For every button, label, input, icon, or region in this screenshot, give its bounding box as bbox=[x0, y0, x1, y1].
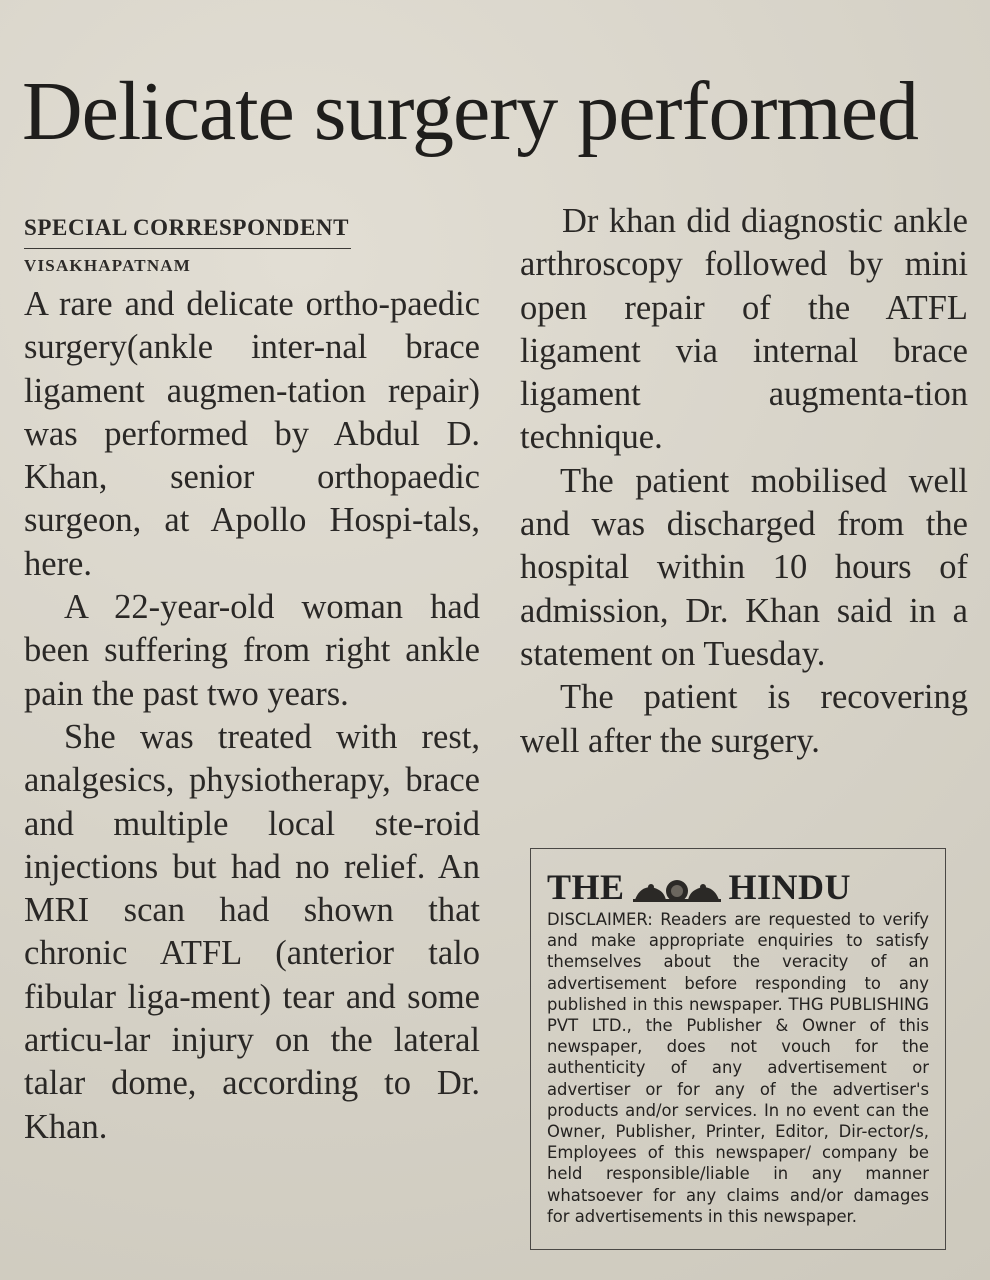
article-paragraph-6: The patient is recovering well after the surgery. bbox=[520, 678, 968, 760]
hindu-emblem-icon bbox=[629, 872, 725, 902]
article-column-right bbox=[520, 200, 968, 763]
masthead-the: THE bbox=[547, 867, 625, 907]
dateline: VISAKHAPATNAM bbox=[24, 256, 192, 275]
masthead-hindu: HINDU bbox=[728, 867, 852, 907]
newspaper-masthead bbox=[547, 867, 929, 907]
disclaimer-text bbox=[547, 909, 929, 1227]
byline: SPECIAL CORRESPONDENT bbox=[24, 208, 351, 249]
disclaimer-label: DISCLAIMER: bbox=[547, 910, 653, 929]
article-paragraph-5: The patient mobilised well and was discharged from the hospital within 10 hours of admission, Dr. Khan said in a statement on Tuesday. bbox=[520, 461, 968, 673]
article-paragraph-4: Dr khan did diagnostic ankle arthroscopy followed by mini open repair of the ATFL ligament via internal brace ligament augmenta-tion technique. bbox=[520, 202, 968, 457]
article-paragraph-2: A 22-year-old woman had been suffering from right ankle pain the past two years. bbox=[24, 588, 480, 713]
article-column-left bbox=[24, 200, 480, 1149]
article-paragraph-1: A rare and delicate ortho-paedic surgery(ankle inter-nal brace ligament augmen-tation repair) was performed by Abdul D. Khan, senior orthopaedic surgeon, at Apollo Hospi-tals, here. bbox=[24, 285, 480, 583]
article-paragraph-3: She was treated with rest, analgesics, physiotherapy, brace and multiple local ste-roid injections but had no relief. An MRI scan had shown that chronic ATFL (anterior talo fibular liga-ment) tear and some articu-lar injury on the lateral talar dome, according to Dr. Khan. bbox=[24, 717, 480, 1146]
headline: Delicate surgery performed bbox=[22, 65, 919, 158]
disclaimer-box bbox=[530, 848, 946, 1250]
disclaimer-body: Readers are requested to verify and make appropriate enquiries to satisfy themselves about the veracity of an advertisement before responding to any published in this newspaper. THG PUBLISHING PVT LTD., the Publisher & Owner of this newspaper, does not vouch for the authenticity of any advertisement or advertiser or for any of the advertiser's products and/or services. In no event can the Owner, Publisher, Printer, Editor, Dir-ector/s, Employees of this newspaper/ company be held responsible/liable in any manner whatsoever for any claims and/or damages for advertisements in this newspaper. bbox=[547, 910, 929, 1226]
